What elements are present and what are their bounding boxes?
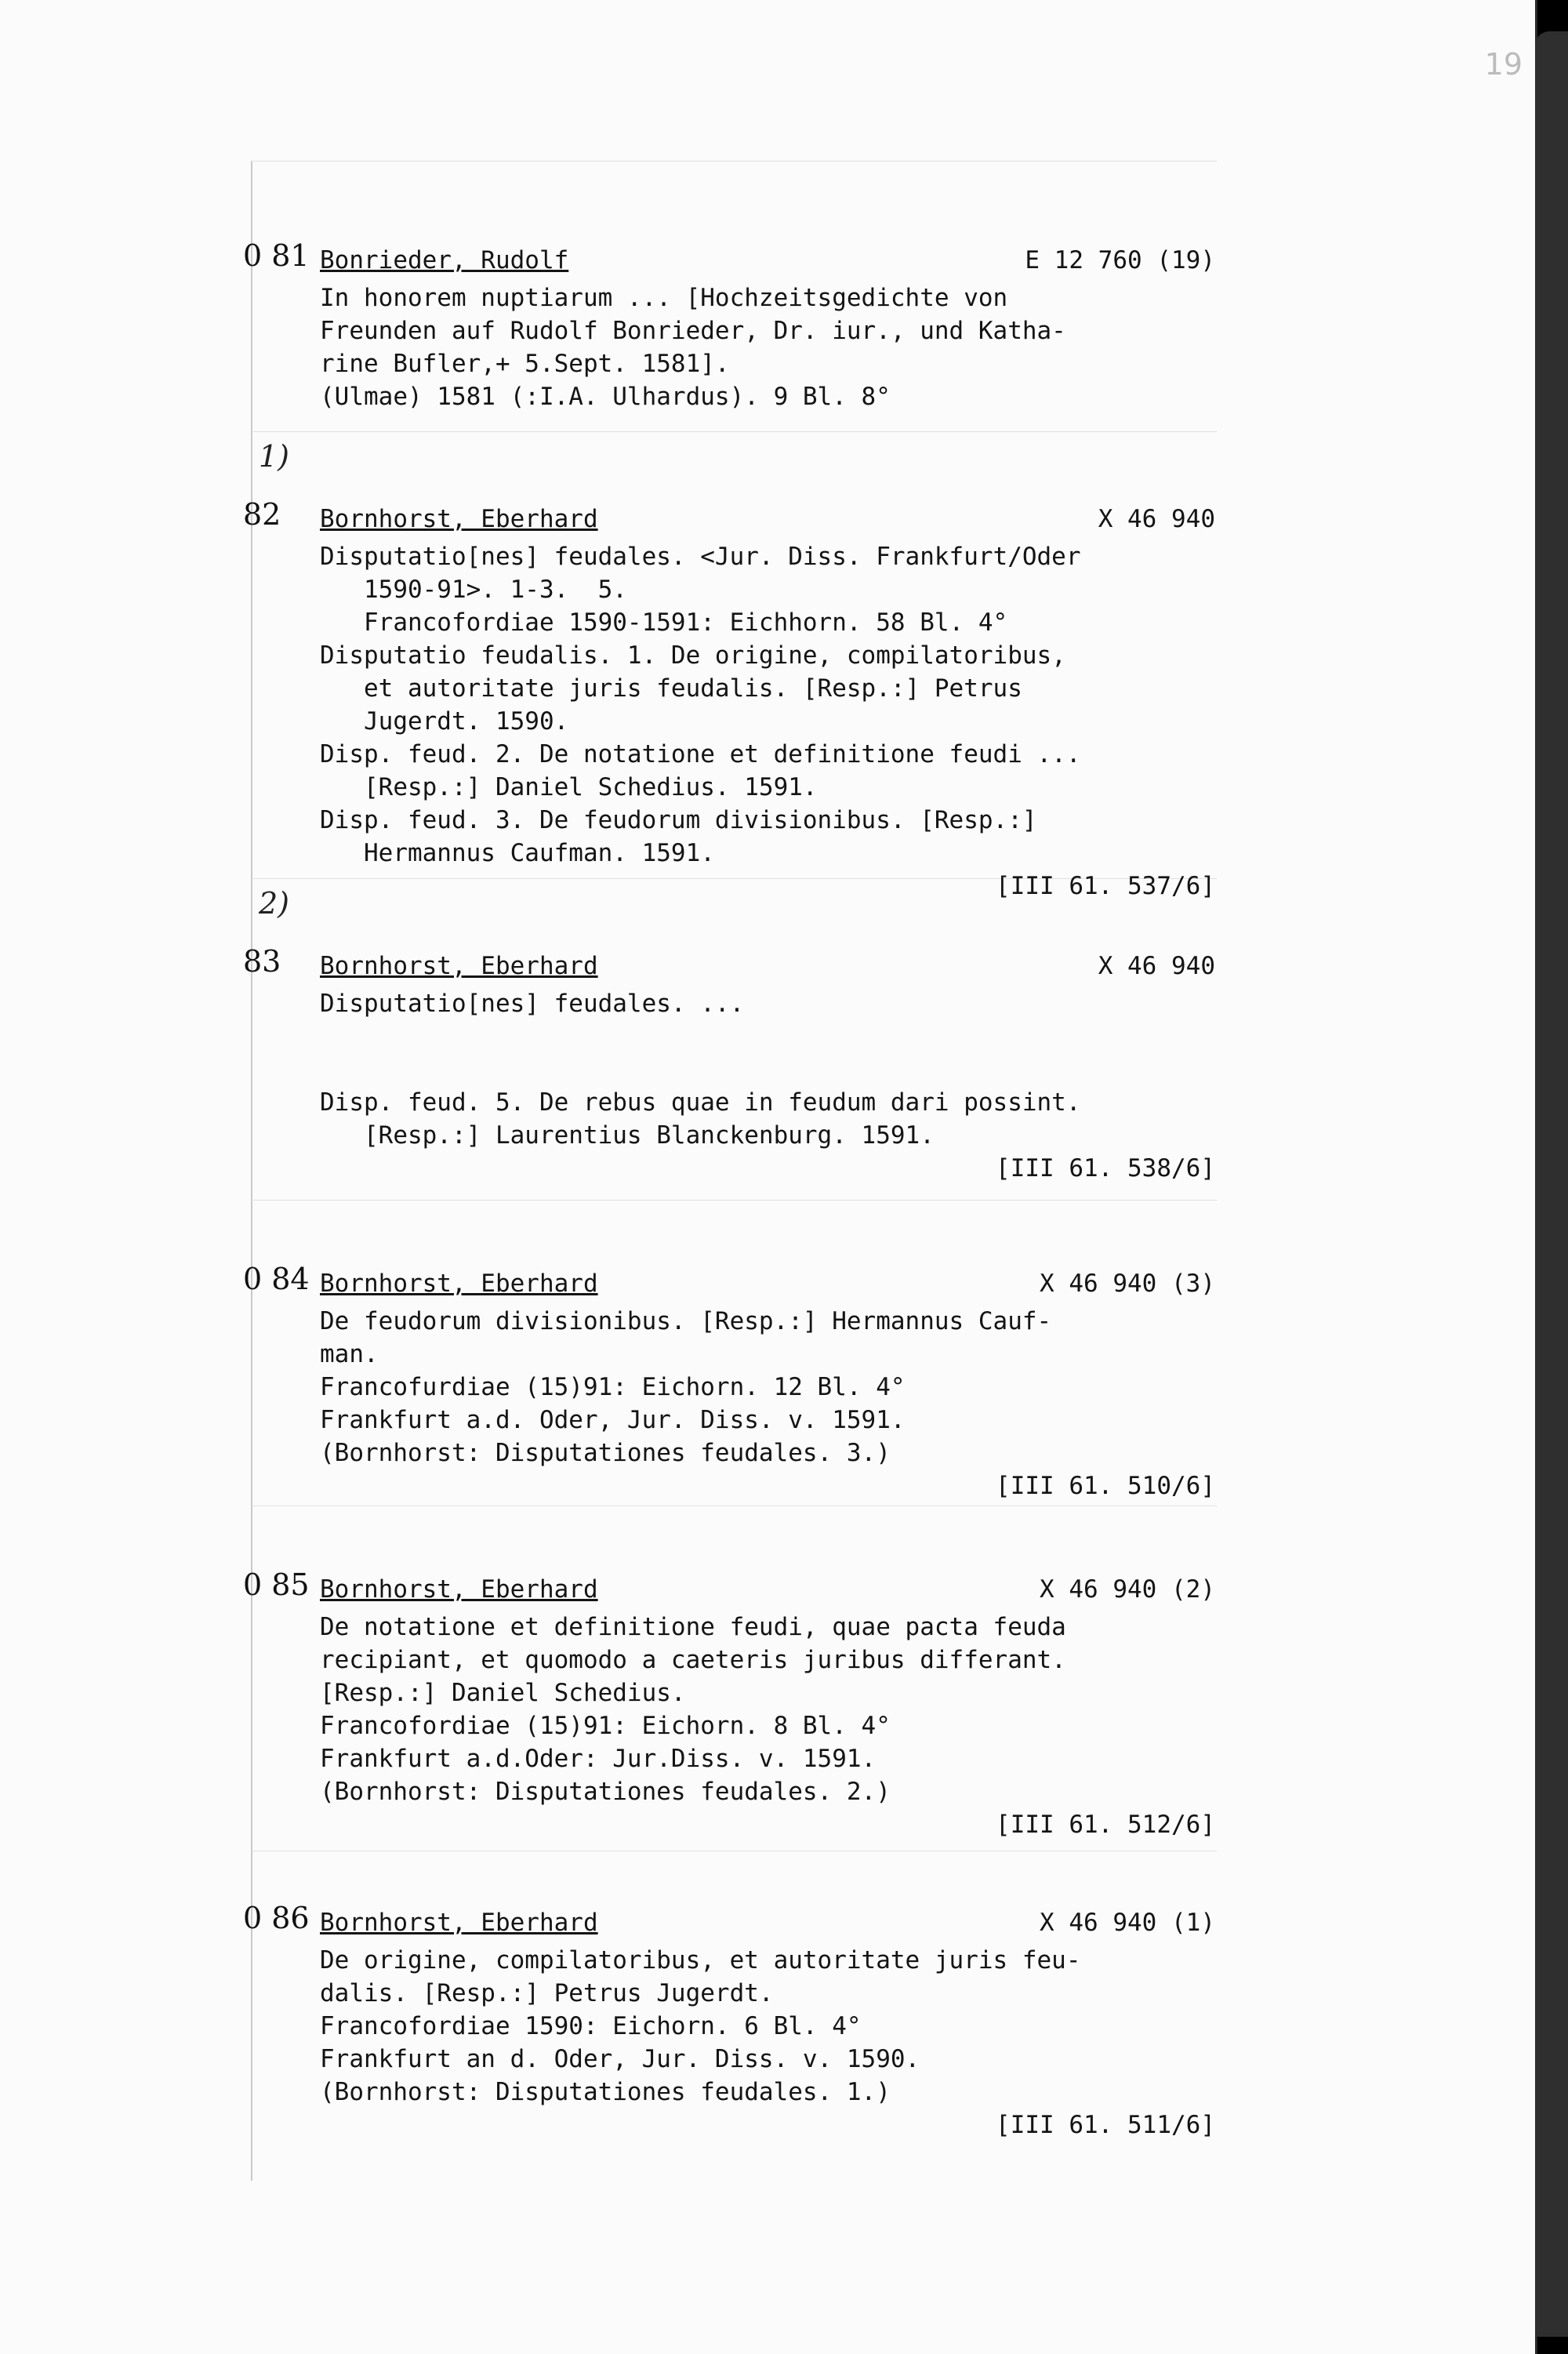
catalog-entry: [243, 944, 1247, 1185]
entry-text: De notatione et definitione feudi, quae pacta feuda recipiant, et quomodo a caeteris juribus differant. [Resp.:] Daniel Schedius. Francofordiae (15)91: Eichorn. 8 Bl. 4° Frankfurt a.d.Oder: Jur.Diss. v. 1591. (Bornhorst: Disputationes feudales. 2.): [320, 1613, 1066, 1806]
entry-number: 83: [243, 944, 281, 979]
entry-author: Bornhorst, Eberhard: [320, 952, 598, 980]
entry-text: De origine, compilatoribus, et autoritate juris feu- dalis. [Resp.:] Petrus Jugerdt. Francofordiae 1590: Eichorn. 6 Bl. 4° Frankfurt an d. Oder, Jur. Diss. v. 1590. (Bornhorst: Disputationes feudales. 1.): [320, 1946, 1081, 2106]
handwritten-mark: 1): [259, 439, 290, 474]
entry-text: In honorem nuptiarum ... [Hochzeitsgedichte von Freunden auf Rudolf Bonrieder, Dr. iur., und Katha- rine Bufler,+ 5.Sept. 1581]. (Ulmae) 1581 (:I.A. Ulhardus). 9 Bl. 8°: [320, 284, 1066, 411]
entry-shelfmark: X 46 940 (3): [1040, 1270, 1215, 1298]
book-spine-edge: [1535, 31, 1568, 2337]
entry-author: Bornhorst, Eberhard: [320, 1575, 598, 1604]
entry-text: Disputatio[nes] feudales. ... Disp. feud. 5. De rebus quae in feudum dari possint. [Resp.:] Laurentius Blanckenburg. 1591.: [320, 990, 1081, 1150]
entry-author: Bornhorst, Eberhard: [320, 1909, 598, 1937]
page-corner-number: 19: [1484, 47, 1523, 82]
entry-location: [III 61. 538/6]: [996, 1154, 1215, 1182]
entry-shelfmark: X 46 940: [1098, 505, 1215, 533]
entry-text: Disputatio[nes] feudales. <Jur. Diss. Frankfurt/Oder 1590-91>. 1-3. 5. Francofordiae 1590-1591: Eichhorn. 58 Bl. 4° Disputatio feudalis. 1. De origine, compilatoribus, et autoritate juris feudalis. [Resp.:] Petrus Jugerdt. 1590. Disp. feud. 2. De notatione et definitione feudi ... [Resp.:] Daniel Schedius. 1591. Disp. feud. 3. De feudorum divisionibus. [Resp.:] Hermannus Caufman. 1591.: [320, 543, 1081, 867]
handwritten-mark: 2): [259, 886, 290, 921]
entry-shelfmark: E 12 760 (19): [1025, 246, 1215, 274]
entry-number: 0 84: [243, 1262, 310, 1296]
entry-author: Bonrieder, Rudolf: [320, 246, 569, 274]
entry-number: 0 81: [243, 238, 310, 273]
entry-location: [III 61. 537/6]: [996, 872, 1215, 900]
entry-number: 0 86: [243, 1901, 310, 1935]
entry-number: 82: [243, 497, 281, 532]
entry-shelfmark: X 46 940 (2): [1040, 1575, 1215, 1604]
entry-author: Bornhorst, Eberhard: [320, 1270, 598, 1298]
entry-text: De feudorum divisionibus. [Resp.:] Hermannus Cauf- man. Francofurdiae (15)91: Eichorn. 12 Bl. 4° Frankfurt a.d. Oder, Jur. Diss. v. 1591. (Bornhorst: Disputationes feudales. 3.): [320, 1307, 1052, 1467]
entry-location: [III 61. 512/6]: [996, 1811, 1215, 1839]
catalog-entry: [243, 497, 1247, 903]
entry-author: Bornhorst, Eberhard: [320, 505, 598, 533]
entry-shelfmark: X 46 940: [1098, 952, 1215, 980]
catalog-entry: [243, 1262, 1247, 1502]
entry-shelfmark: X 46 940 (1): [1040, 1909, 1215, 1937]
catalog-entry: [243, 1568, 1247, 1841]
catalog-entry: [243, 238, 1247, 413]
catalog-entry: [243, 1901, 1247, 2141]
entry-location: [III 61. 511/6]: [996, 2111, 1215, 2139]
entry-number: 0 85: [243, 1568, 310, 1602]
entry-location: [III 61. 510/6]: [996, 1472, 1215, 1500]
